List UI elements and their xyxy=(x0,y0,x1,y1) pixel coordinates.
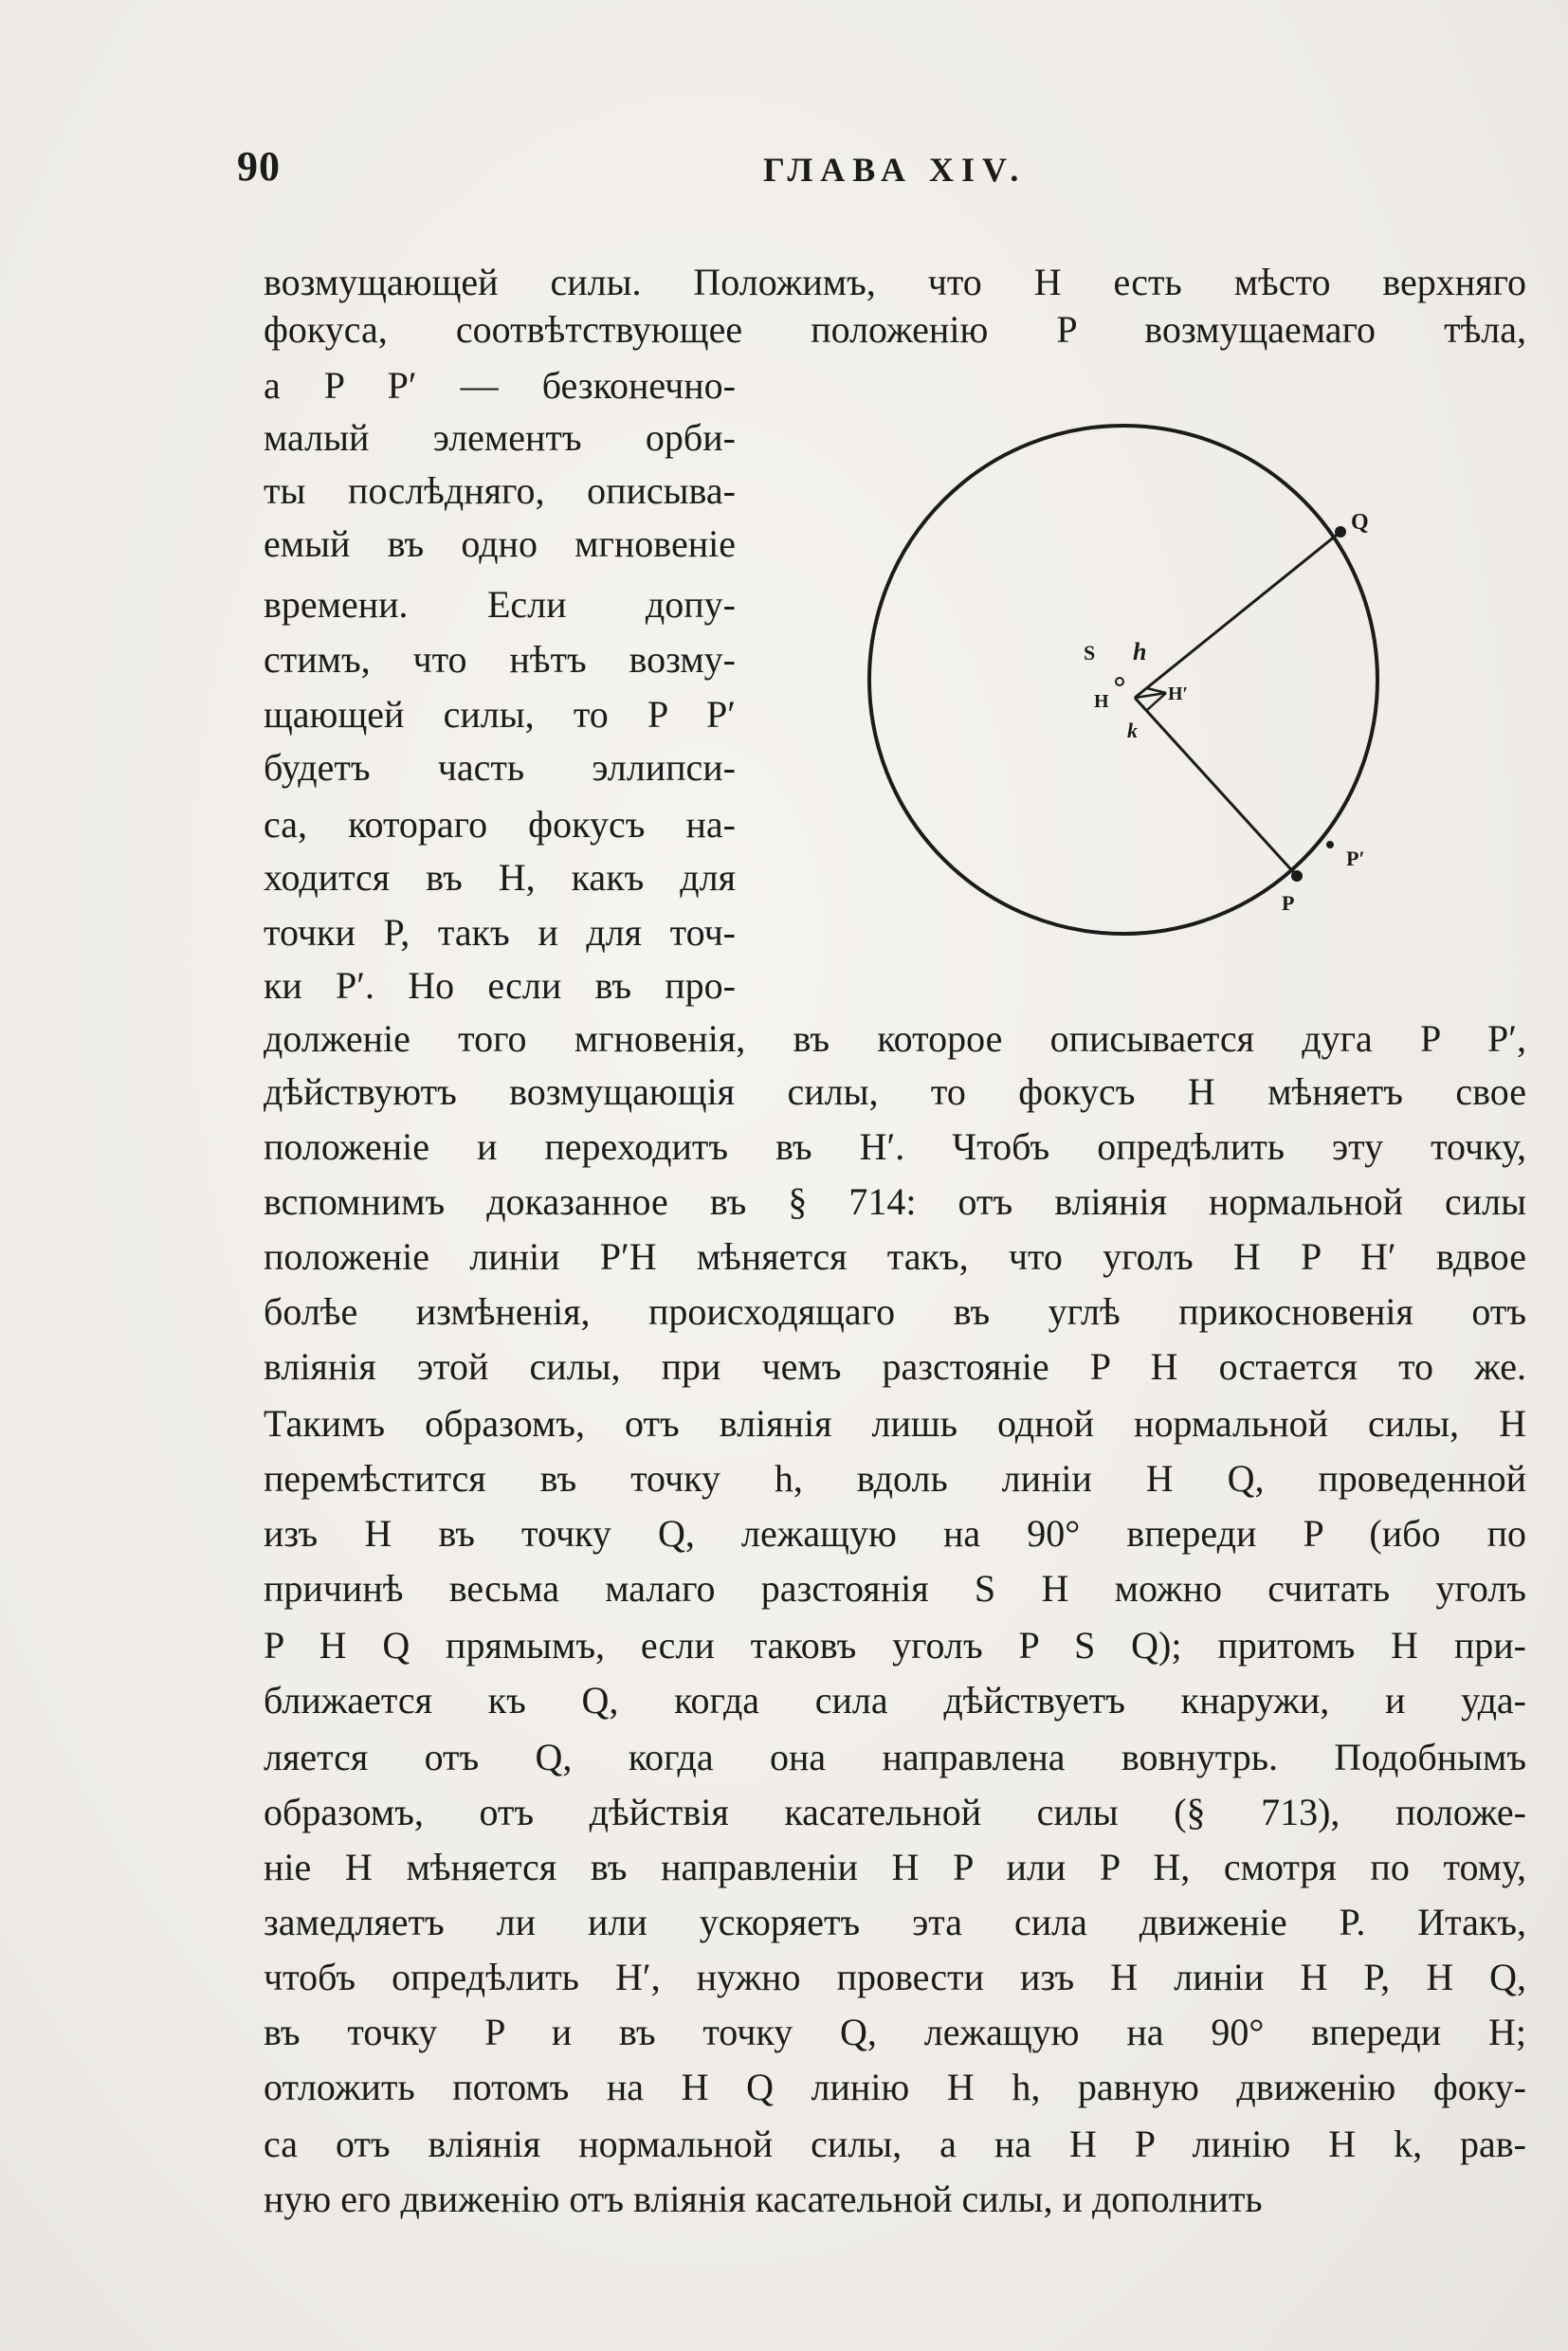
line-h-p xyxy=(1135,698,1297,876)
text-line: а P P′ — безконечно- xyxy=(264,364,736,407)
text-line: ближается къ Q, когда сила дѣйствуетъ кнаружи, и уда- xyxy=(264,1679,1526,1722)
text-line: долженіе того мгновенія, въ которое описывается дуга P P′, xyxy=(264,1017,1526,1060)
text-line: будетъ часть эллипси- xyxy=(264,746,736,789)
label-q: Q xyxy=(1351,510,1369,535)
text-line: чтобъ опредѣлить H′, нужно провести изъ H линіи H P, H Q, xyxy=(264,1956,1526,1998)
label-h-small: h xyxy=(1133,638,1147,665)
text-line: ки P′. Но если въ про- xyxy=(264,964,736,1007)
text-line: точки P, такъ и для точ- xyxy=(264,911,736,954)
text-line: вліянія этой силы, при чемъ разстояніе P H остается то же. xyxy=(264,1345,1526,1388)
text-line: положеніе линіи P′H мѣняется такъ, что уголъ H P H′ вдвое xyxy=(264,1235,1526,1278)
text-line: отложить потомъ на H Q линію H h, равную движенію фоку- xyxy=(264,2066,1526,2108)
text-line: въ точку P и въ точку Q, лежащую на 90° впереди H; xyxy=(264,2011,1526,2053)
label-s: S xyxy=(1084,641,1096,665)
text-line: стимъ, что нѣтъ возму- xyxy=(264,638,736,681)
text-line: времени. Если допу- xyxy=(264,583,736,626)
text-line: ты послѣдняго, описыва- xyxy=(264,469,736,512)
text-line: замедляетъ ли или ускоряетъ эта сила движеніе P. Итакъ, xyxy=(264,1901,1526,1943)
text-line: Такимъ образомъ, отъ вліянія лишь одной нормальной силы, H xyxy=(264,1402,1526,1445)
text-line: фокуса, соотвѣтствующее положенію P возмущаемаго тѣла, xyxy=(264,308,1526,351)
text-line: болѣе измѣненія, происходящаго въ углѣ прикосновенія отъ xyxy=(264,1290,1526,1333)
label-h-prime: H′ xyxy=(1168,683,1189,704)
point-q xyxy=(1335,526,1346,538)
text-line: образомъ, отъ дѣйствія касательной силы (§ 713), положе- xyxy=(264,1791,1526,1833)
text-line: са отъ вліянія нормальной силы, а на H P линію H k, рав- xyxy=(264,2123,1526,2165)
text-line: малый элементъ орби- xyxy=(264,416,736,459)
text-line: ніе H мѣняется въ направленіи H P или P H, смотря по тому, xyxy=(264,1846,1526,1888)
label-k: k xyxy=(1127,719,1138,742)
chapter-title: ГЛАВА XIV. xyxy=(763,151,1027,189)
line-h-q xyxy=(1135,532,1340,698)
point-p-prime xyxy=(1326,841,1334,848)
label-h: H xyxy=(1094,691,1109,712)
label-p: P xyxy=(1282,891,1295,915)
text-line: са, котораго фокусъ на- xyxy=(264,803,736,846)
text-line: ную его движенію отъ вліянія касательной силы, и дополнить xyxy=(264,2178,1263,2220)
text-line: изъ H въ точку Q, лежащую на 90° впереди P (ибо по xyxy=(264,1512,1526,1555)
text-line: P H Q прямымъ, если таковъ уголъ P S Q); притомъ H при- xyxy=(264,1624,1526,1667)
text-line: ляется отъ Q, когда она направлена вовнутрь. Подобнымъ xyxy=(264,1736,1526,1778)
text-line: вспомнимъ доказанное въ § 714: отъ вліянія нормальной силы xyxy=(264,1180,1526,1223)
orbit-figure xyxy=(815,417,1403,948)
text-line: положеніе и переходитъ въ H′. Чтобъ опредѣлить эту точку, xyxy=(264,1125,1526,1168)
page-header xyxy=(237,142,1536,199)
point-s xyxy=(1116,678,1123,685)
page-number: 90 xyxy=(237,143,281,190)
text-line: возмущающей силы. Положимъ, что H есть мѣсто верхняго xyxy=(264,261,1526,303)
text-line: дѣйствуютъ возмущающія силы, то фокусъ H мѣняетъ свое xyxy=(264,1070,1526,1113)
line-h-small-h-prime xyxy=(1147,688,1166,693)
text-line: причинѣ весьма малаго разстоянія S H можно считать уголъ xyxy=(264,1567,1526,1610)
text-line: щающей силы, то P P′ xyxy=(264,693,736,736)
label-p-prime: P′ xyxy=(1346,847,1365,870)
point-p xyxy=(1291,870,1303,882)
text-line: ходится въ H, какъ для xyxy=(264,856,736,899)
text-line: перемѣстится въ точку h, вдоль линіи H Q, проведенной xyxy=(264,1457,1526,1500)
text-line: емый въ одно мгновеніе xyxy=(264,522,736,565)
